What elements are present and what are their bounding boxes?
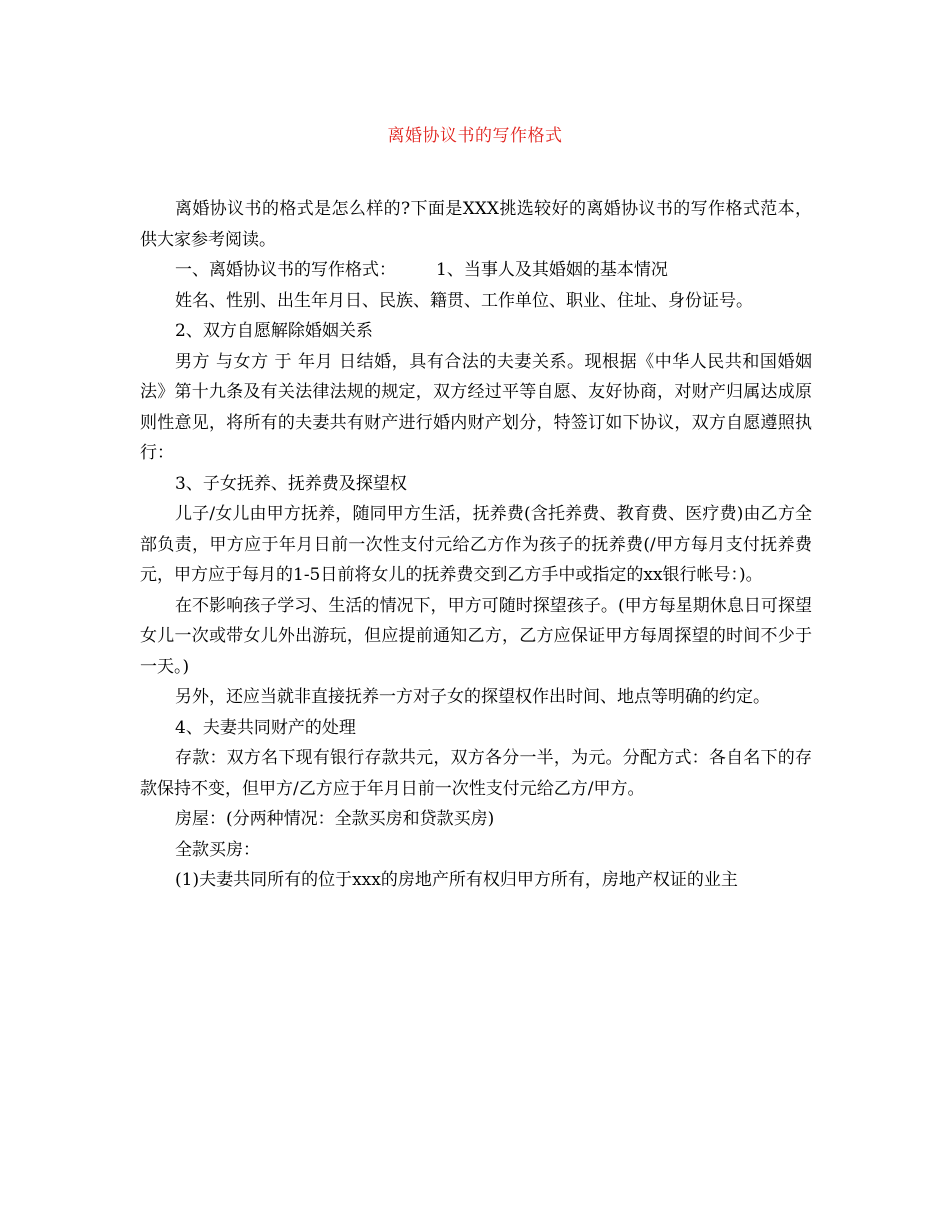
- paragraph-intro: 离婚协议书的格式是怎么样的?下面是XXX挑选较好的离婚协议书的写作格式范本，供大家参考阅读。: [140, 199, 812, 250]
- subsection-heading: 2、双方自愿解除婚姻关系: [175, 321, 373, 341]
- subsection-heading: 1、当事人及其婚姻的基本情况: [436, 260, 668, 280]
- paragraph-visitation: 在不影响孩子学习、生活的情况下，甲方可随时探望孩子。(甲方每星期休息日可探望女儿一次或带女儿外出游玩，但应提前通知乙方，乙方应保证甲方每周探望的时间不少于一天。): [140, 595, 812, 677]
- subsection-heading: 3、子女抚养、抚养费及探望权: [175, 473, 407, 494]
- paragraph-section-1: [140, 255, 812, 286]
- paragraph-full-payment: 全款买房：: [175, 839, 260, 860]
- paragraph-housing: 房屋：(分两种情况：全款买房和贷款买房): [175, 809, 495, 829]
- paragraph-property-ownership: (1)夫妻共同所有的位于xxx的房地产所有权归甲方所有，房地产权证的业主: [175, 870, 738, 890]
- paragraph-visitation-note: 另外，还应当就非直接抚养一方对子女的探望权作出时间、地点等明确的约定。: [175, 687, 770, 707]
- document-title: 离婚协议书的写作格式: [387, 126, 563, 146]
- subsection-heading: 4、夫妻共同财产的处理: [175, 717, 356, 738]
- section-heading: 一、离婚协议书的写作格式：: [175, 260, 396, 280]
- paragraph-personal-info: 姓名、性别、出生年月日、民族、籍贯、工作单位、职业、住址、身份证号。: [175, 290, 753, 311]
- document-body: [140, 194, 812, 896]
- paragraph-marriage: 男方 与女方 于 年月 日结婚，具有合法的夫妻关系。现根据《中华人民共和国婚姻法》第十九条及有关法律法规的规定，双方经过平等自愿、友好协商，对财产归属达成原则性意见，将所有的夫妻共有财产进行婚内财产划分，特签订如下协议，双方自愿遵照执行：: [140, 351, 812, 463]
- paragraph-child-support: 儿子/女儿由甲方抚养，随同甲方生活，抚养费(含托养费、教育费、医疗费)由乙方全部负责，甲方应于年月日前一次性支付元给乙方作为孩子的抚养费(/甲方每月支付抚养费元，甲方应于每月的1-5日前将女儿的抚养费交到乙方手中或指定的xx银行帐号：)。: [140, 504, 812, 585]
- paragraph-deposits: 存款：双方名下现有银行存款共元，双方各分一半，为元。分配方式：各自名下的存款保持不变，但甲方/乙方应于年月日前一次性支付元给乙方/甲方。: [140, 748, 812, 799]
